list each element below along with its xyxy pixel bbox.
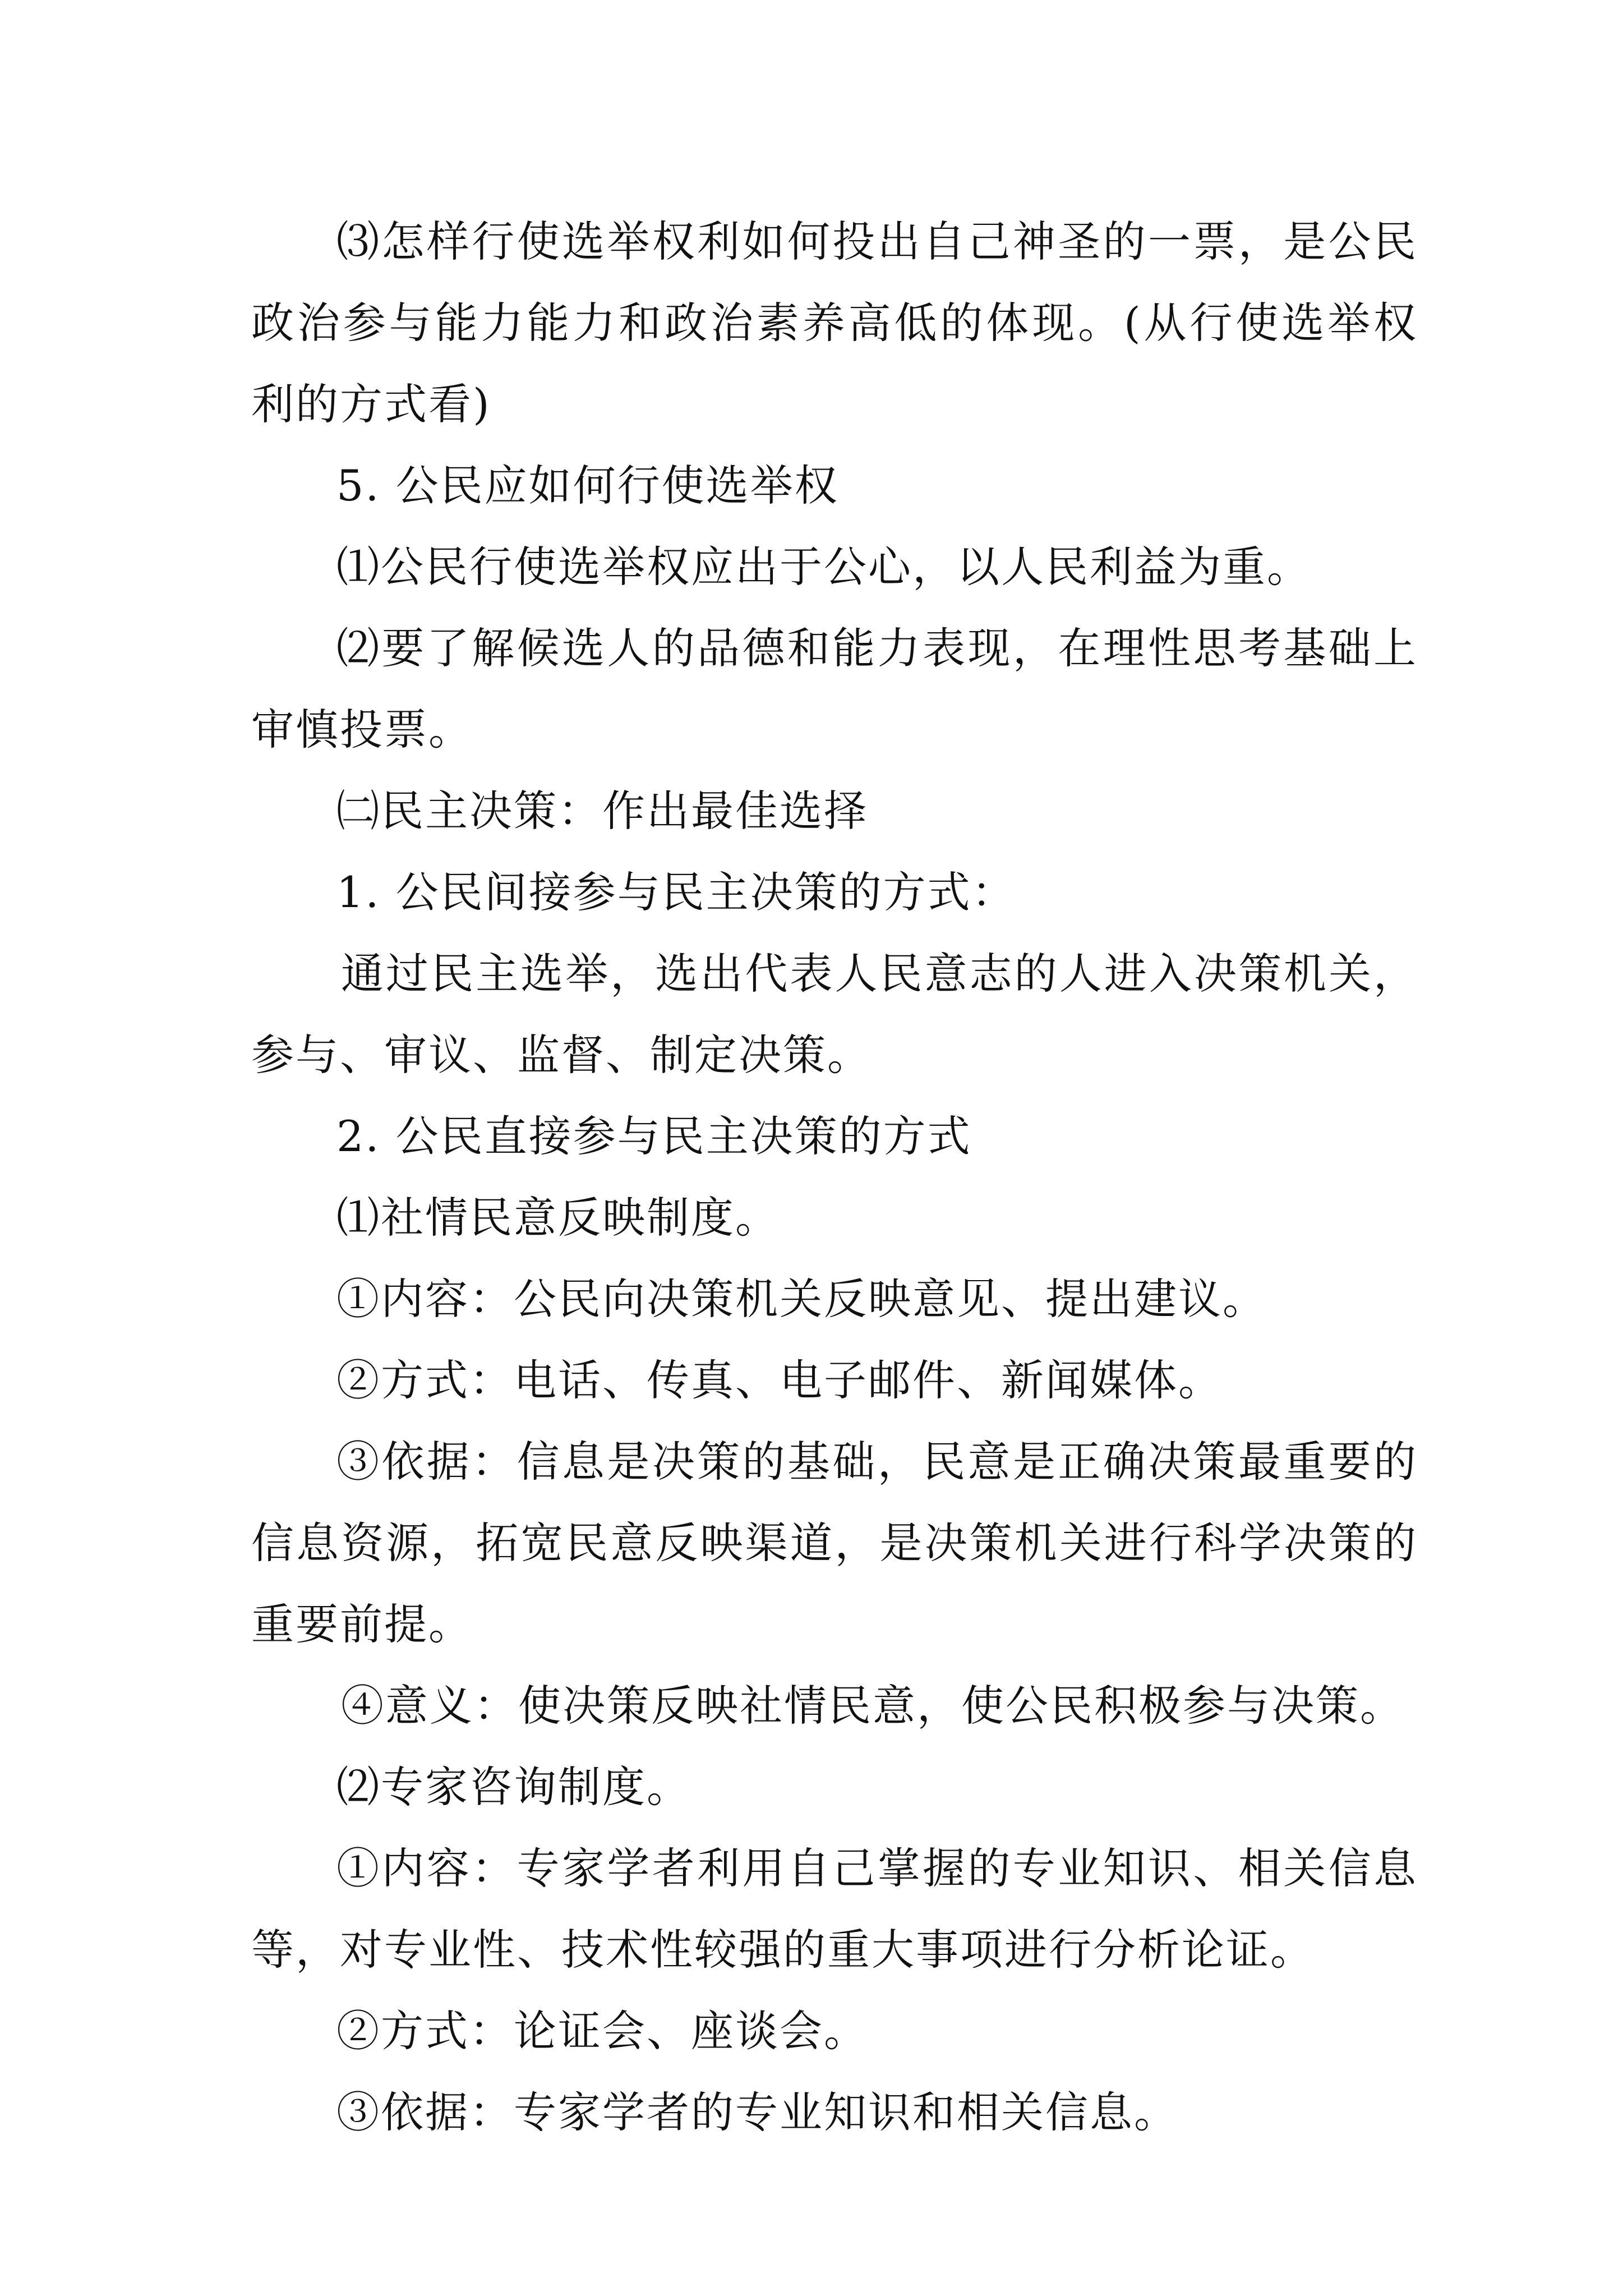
heading-direct-participation: 2. 公民直接参与民主决策的方式 [336, 1111, 972, 1161]
document-body [251, 201, 1418, 2153]
paragraph-election-method: ⑶怎样行使选举权利如何投出自己神圣的一票，是公民政治参与能力能力和政治素养高低的体现。(从行使选举权利的方式看) [251, 217, 1418, 429]
paragraph-know-candidates: ⑵要了解候选人的品德和能力表现，在理性思考基础上审慎投票。 [251, 623, 1418, 754]
heading-expert-consultation: ⑵专家咨询制度。 [336, 1762, 691, 1812]
paragraph-expert-basis: ③依据：专家学者的专业知识和相关信息。 [336, 2087, 1178, 2137]
heading-democratic-decision: ㈡民主决策：作出最佳选择 [336, 786, 868, 836]
paragraph-opinion-content: ①内容：公民向决策机关反映意见、提出建议。 [336, 1274, 1267, 1324]
heading-indirect-participation: 1. 公民间接参与民主决策的方式： [336, 867, 1016, 917]
paragraph-opinion-basis: ③依据：信息是决策的基础，民意是正确决策最重要的信息资源，拓宽民意反映渠道，是决策机关进行科学决策的重要前提。 [251, 1437, 1418, 1649]
paragraph-public-interest: ⑴公民行使选举权应出于公心，以人民利益为重。 [336, 542, 1311, 592]
heading-how-to-vote: 5. 公民应如何行使选举权 [336, 461, 839, 510]
heading-public-opinion-system: ⑴社情民意反映制度。 [336, 1193, 780, 1243]
paragraph-opinion-channels: ②方式：电话、传真、电子邮件、新闻媒体。 [336, 1355, 1223, 1405]
paragraph-opinion-significance: ④意义：使决策反映社情民意，使公民积极参与决策。 [341, 1681, 1404, 1731]
paragraph-indirect-method: 通过民主选举，选出代表人民意志的人进入决策机关，参与、审议、监督、制定决策。 [251, 949, 1418, 1080]
paragraph-expert-methods: ②方式：论证会、座谈会。 [336, 2006, 868, 2056]
paragraph-expert-content: ①内容：专家学者利用自己掌握的专业知识、相关信息等，对专业性、技术性较强的重大事项进行分析论证。 [251, 1843, 1418, 1975]
